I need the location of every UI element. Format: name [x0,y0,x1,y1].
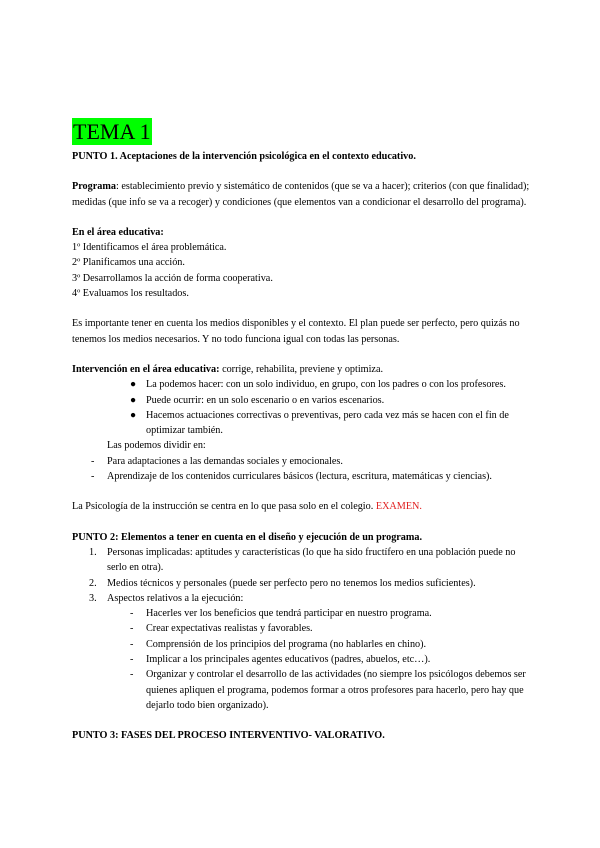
list-item: - Implicar a los principales agentes educativos (padres, abuelos, etc…). [72,652,532,667]
document-page [72,118,532,744]
punto3-heading: PUNTO 3: FASES DEL PROCESO INTERVENTIVO- VALORATIVO. [72,730,385,742]
dividir-label: Las podemos dividir en: [107,440,206,452]
list-item: - Comprensión de los principios del programa (no hablarles en chino). [72,637,532,652]
list-item: ● La podemos hacer: con un solo individuo, en grupo, con los padres o con los profesores. [72,377,532,392]
examen-dot: . [419,501,422,513]
bullet-icon: ● [130,379,137,391]
step-1: 1º Identificamos el área problemática. [72,242,227,254]
bullet-icon: ● [130,394,137,406]
list-item: ● Hacemos actuaciones correctivas o preventivas, pero cada vez más se hacen con el fin de optimizar también. [130,409,509,437]
dash-icon: - [91,455,95,467]
programa-term: Programa [72,181,116,193]
psicologia-text: La Psicología de la instrucción se centra en lo que pasa solo en el colegio. [72,501,376,513]
dash-icon: - [130,654,134,666]
list-item: - Aprendizaje de los contenidos curriculares básicos (lectura, escritura, matemáticas y ciencias). [72,469,532,484]
tema-title: TEMA 1 [73,119,151,144]
list-item: 3. Aspectos relativos a la ejecución: [89,592,244,604]
list-item: - Organizar y controlar el desarrollo de las actividades (no siempre los psicólogos debemos ser quienes apliquen el programa, podemos formar a otros profesores para hacerlo, pero hay que dejarlo todo bien organizado). [130,669,526,711]
ejecucion-sublist [72,606,532,713]
list-item: - Hacerles ver los beneficios que tendrá participar en nuestro programa. [72,606,532,621]
dash-icon: - [130,608,134,620]
list-item: - Crear expectativas realistas y favorables. [72,621,532,636]
dividir-list [72,454,532,485]
list-item: 1. Personas implicadas: aptitudes y características (lo que ha sido fructífero en una población puede no serlo en otra). [89,546,516,574]
area-heading: En el área educativa: [72,226,164,238]
medios-paragraph: Es importante tener en cuenta los medios disponibles y el contexto. El plan puede ser perfecto, pero quizás no tenemos los medios necesarios. Y no todo funciona igual con todas las personas. [72,318,520,345]
intervencion-term: Intervención en el área educativa: [72,363,220,375]
dash-icon: - [130,623,134,635]
programa-text: : establecimiento previo y sistemático de contenidos (que se va a hacer); criterios (con que finalidad); medidas (que info se va a recoger) y condiciones (que elementos van a condicionar el desarrollo del programa). [72,181,530,208]
intervencion-paragraph [72,362,532,377]
step-3: 3º Desarrollamos la acción de forma cooperativa. [72,272,273,284]
examen-tag: EXAMEN [375,501,420,513]
bullet-icon: ● [130,409,137,421]
intervencion-text: corrige, rehabilita, previene y optimiza. [219,363,384,375]
list-item: ● Puede ocurrir: en un solo escenario o en varios escenarios. [72,393,532,408]
step-4: 4º Evaluamos los resultados. [72,288,189,300]
programa-paragraph [72,179,532,210]
list-item: - Para adaptaciones a las demandas sociales y emocionales. [72,454,532,469]
punto1-heading: PUNTO 1. Aceptaciones de la intervención psicológica en el contexto educativo. [72,151,416,162]
list-item: 2. Medios técnicos y personales (puede ser perfecto pero no tenemos los medios suficientes). [89,577,476,589]
step-2: 2º Planificamos una acción. [72,257,185,269]
psicologia-paragraph [72,499,532,514]
dash-icon: - [130,638,134,650]
dash-icon: - [130,669,134,681]
dash-icon: - [91,471,95,483]
punto2-list [72,545,532,606]
punto2-heading: PUNTO 2: Elementos a tener en cuenta en el diseño y ejecución de un programa. [72,531,423,543]
intervencion-bullets [72,377,532,438]
